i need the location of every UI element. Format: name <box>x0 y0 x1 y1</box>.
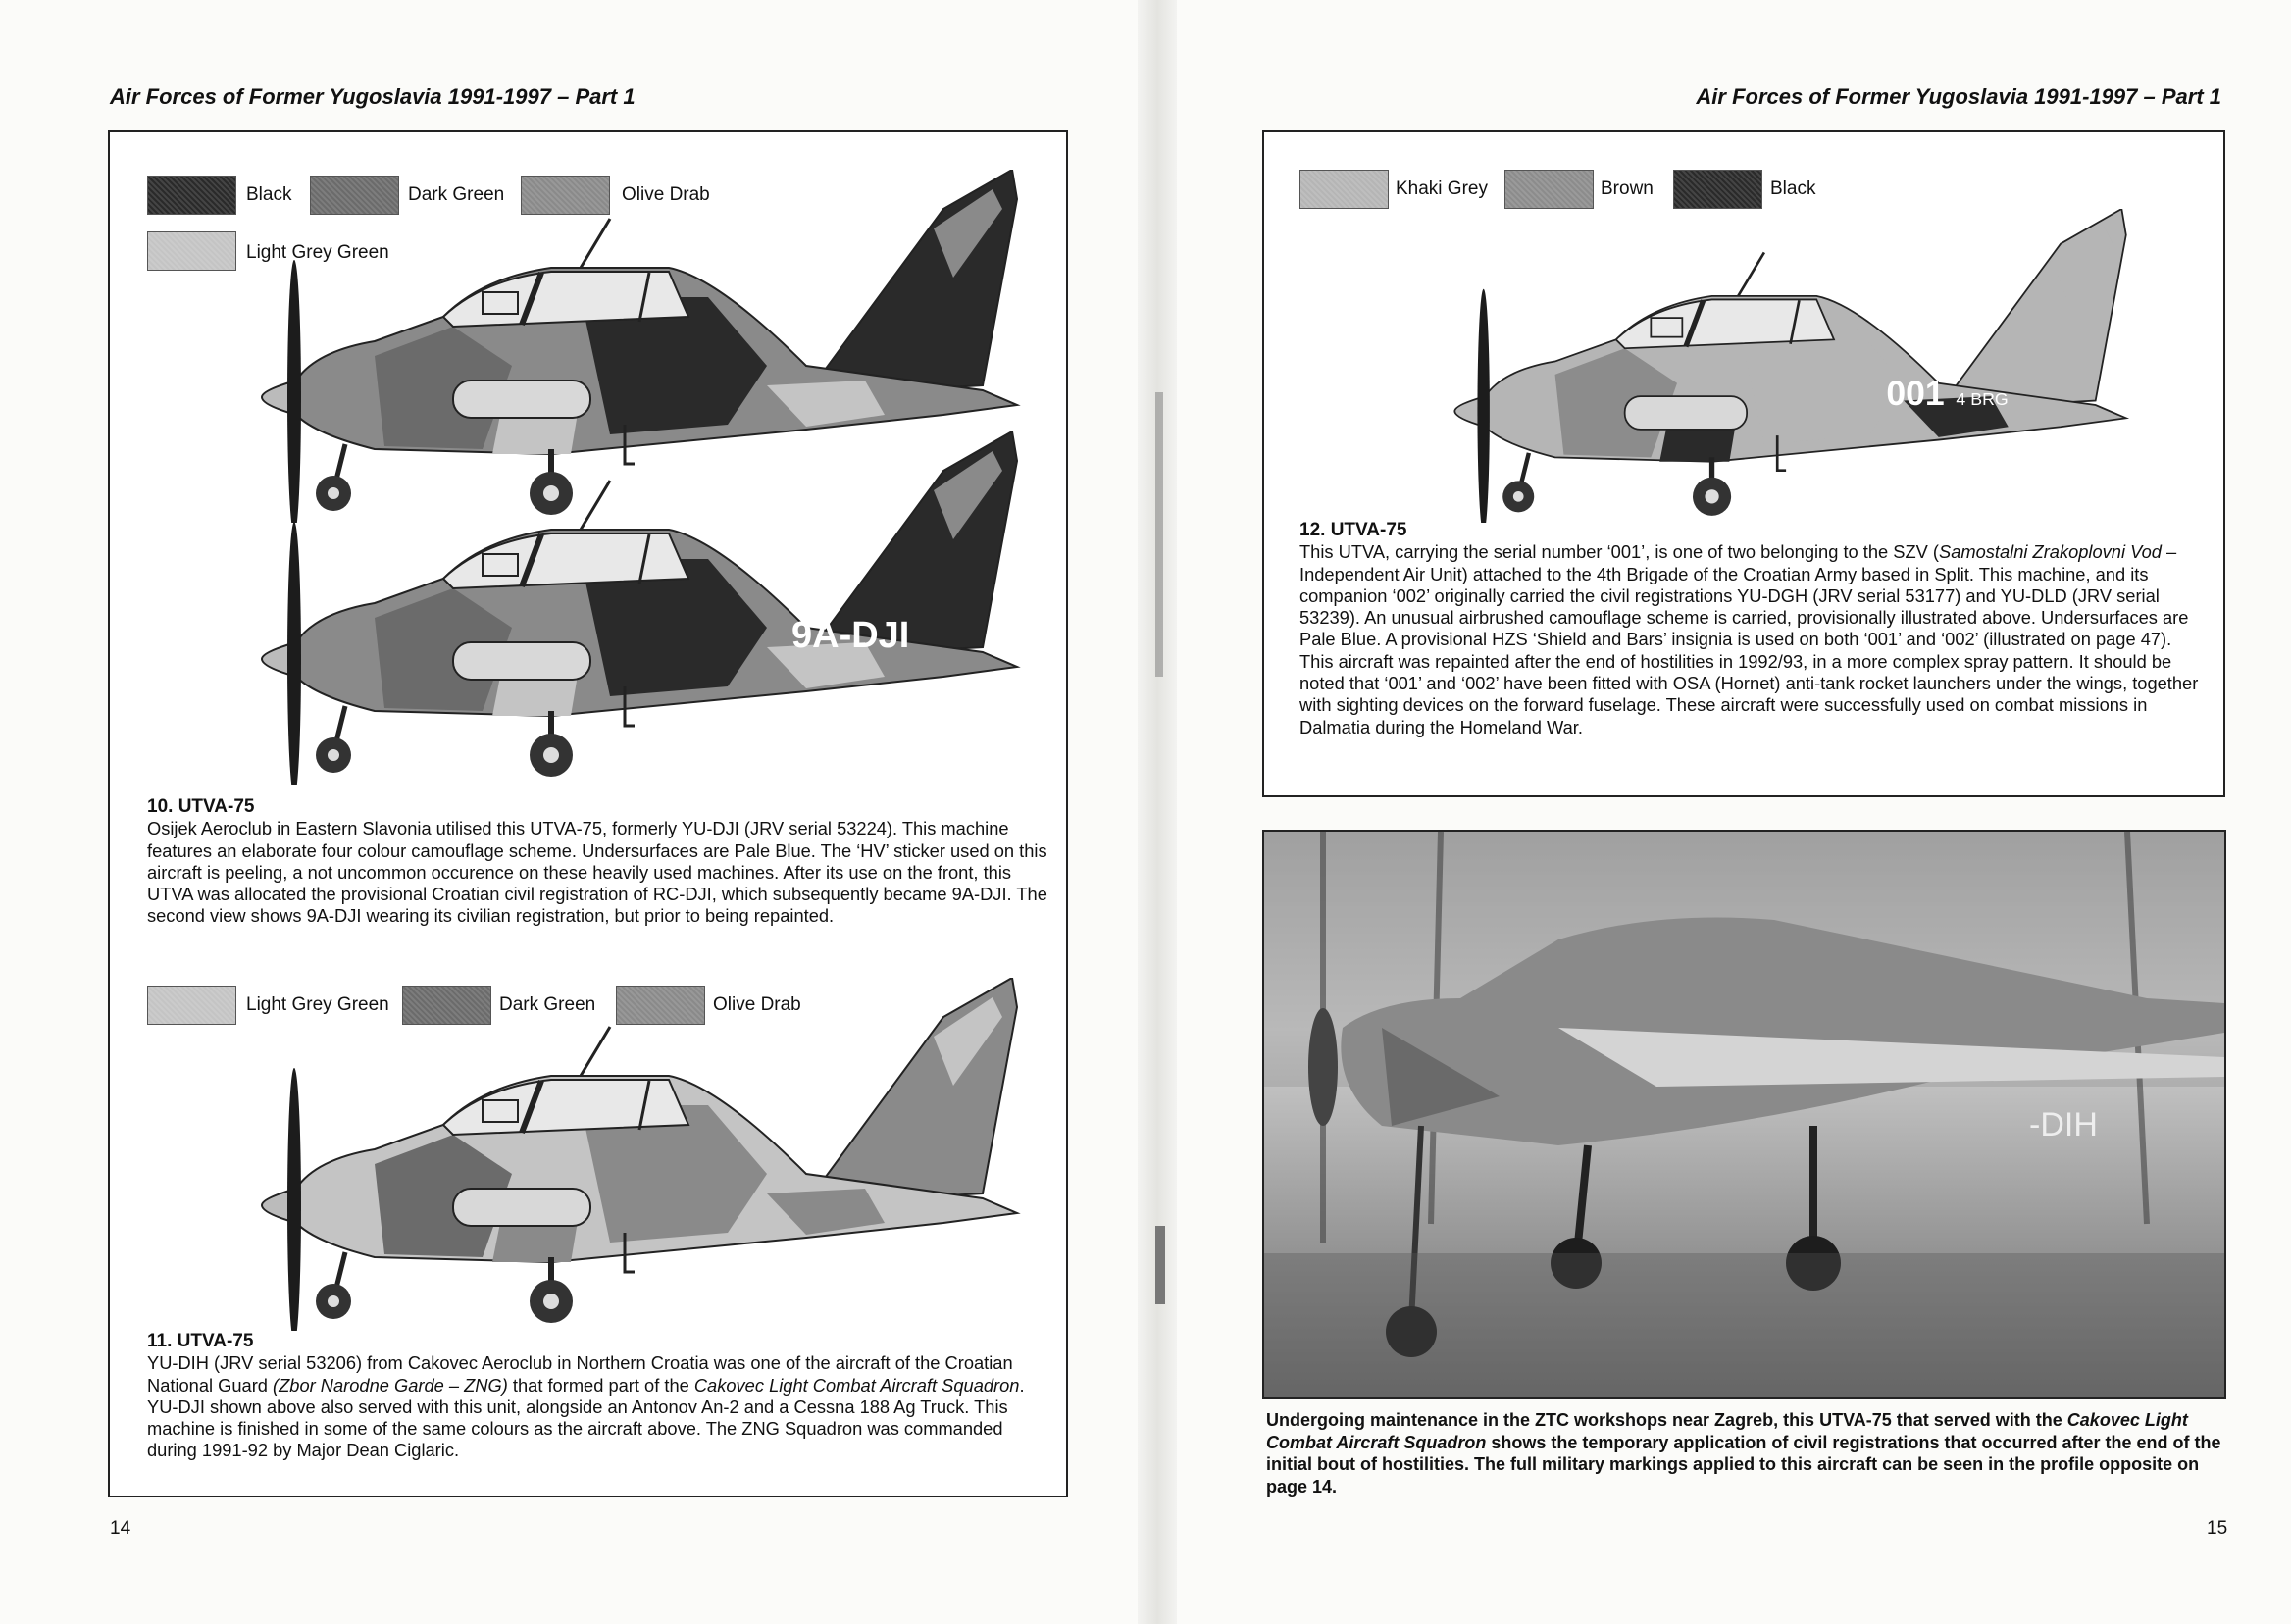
swatch-black <box>1673 170 1762 209</box>
profile-panel-right <box>1262 130 2225 797</box>
hangar-photo <box>1262 830 2226 1399</box>
caption-title: 10. UTVA-75 <box>147 796 255 817</box>
caption-11 <box>147 1330 1049 1462</box>
caption-10 <box>147 795 1049 928</box>
legend-label: Light Grey Green <box>246 242 389 263</box>
caption-text: Undergoing maintenance in the ZTC workshops near Zagreb, this UTVA-75 that served with the <box>1266 1410 2067 1430</box>
swatch-black <box>147 176 236 215</box>
aircraft-serial: 001 <box>1886 374 1945 413</box>
legend-label: Olive Drab <box>713 994 801 1015</box>
gutter <box>1138 0 1177 1624</box>
caption-italic: Cakovec Light Combat Aircraft Squadron <box>693 1374 1020 1396</box>
legend-label: Dark Green <box>408 184 505 205</box>
caption-text: This UTVA, carrying the serial number ‘001’, is one of two belonging to the SZV ( <box>1299 541 1940 563</box>
page-number-left: 14 <box>110 1518 131 1539</box>
aircraft-registration: 9A-DJI <box>791 615 910 656</box>
legend-label: Khaki Grey <box>1396 178 1488 199</box>
photo-registration: -DIH <box>2029 1106 2098 1143</box>
scan-mark <box>1155 392 1163 677</box>
running-header-right: Air Forces of Former Yugoslavia 1991-1997 – Part 1 <box>1696 84 2221 109</box>
swatch-brown <box>1504 170 1594 209</box>
running-header-left: Air Forces of Former Yugoslavia 1991-1997 – Part 1 <box>110 84 636 109</box>
caption-text: – Independent Air Unit) attached to the 4th Brigade of the Croatian Army based in Split. This machine, and its companion ‘002’ originally carried the civil registrations YU-DGH (JRV serial 53177) and YU-DLD (JRV serial 53239). An unusual airbrushed camouflage scheme is carried, provisionally illustrated above. Undersurfaces are Pale Blue. A provisional HZS ‘Shield and Bars’ insignia is used on both ‘001’ and ‘002’ (illustrated on page 47). This aircraft was repainted after the end of hostilities in 1992/93, in a more complex spray pattern. It should be noted that ‘001’ and ‘002’ have been fitted with OSA (Hornet) anti-tank rocket launchers under the wings, together with sighting devices on the forward fuselage. These aircraft were successfully used on combat missions in Dalmatia during the Homeland War. <box>1299 541 2199 737</box>
legend-label: Light Grey Green <box>246 994 389 1015</box>
legend-label: Black <box>246 184 292 205</box>
aircraft-profile-10b <box>257 431 1032 785</box>
profiles-panel-left <box>108 130 1068 1497</box>
page-number-right: 15 <box>2207 1518 2228 1539</box>
legend-label: Brown <box>1601 178 1654 199</box>
caption-text: shows the temporary application of civil registrations that occurred after the end of the initial bout of hostilities. The full military markings applied to this aircraft can be seen in the profile opposite on page 14. <box>1266 1432 2221 1497</box>
caption-italic: (Zbor Narodne Garde – ZNG) <box>273 1374 508 1396</box>
legend-label: Dark Green <box>499 994 596 1015</box>
swatch-light-grey-green <box>147 231 236 271</box>
photo-scene <box>1264 832 2224 1397</box>
scan-mark <box>1155 1226 1165 1304</box>
caption-title: 11. UTVA-75 <box>147 1331 254 1351</box>
caption-italic: Cakovec Light Combat Aircraft Squadron <box>1266 1410 2188 1452</box>
swatch-light-grey-green <box>147 986 236 1025</box>
swatch-khaki-grey <box>1299 170 1389 209</box>
legend-label: Olive Drab <box>622 184 710 205</box>
caption-text: . YU-DJI shown above also served with this unit, alongside an Antonov An-2 and a Cessna 188 Ag Truck. This machine is finished in some of the same colours as the aircraft above. The ZNG Squadron was commanded during 1991-92 by Major Dean Ciglaric. <box>147 1374 1025 1461</box>
aircraft-profile-12 <box>1411 209 2178 523</box>
caption-12 <box>1299 519 2202 738</box>
caption-text: that formed part of the <box>507 1374 694 1396</box>
aircraft-unit-marking: 4 BRG <box>1956 389 2009 409</box>
legend-label: Black <box>1770 178 1816 199</box>
caption-text: Osijek Aeroclub in Eastern Slavonia utilised this UTVA-75, formerly YU-DJI (JRV serial 53224). This machine features an elaborate four colour camouflage scheme. Undersurfaces are Pale Blue. The ‘HV’ sticker used on this aircraft is peeling, a not uncommon occurence on these heavily used machines. After its use on the front, this UTVA was allocated the provisional Croatian civil registration of RC-DJI, which subsequently became 9A-DJI. The second view shows 9A-DJI wearing its civilian registration, but prior to being repainted. <box>147 818 1047 927</box>
photo-caption <box>1266 1409 2222 1497</box>
caption-text: YU-DIH (JRV serial 53206) from Cakovec Aeroclub in Northern Croatia was one of the aircraft of the Croatian National Guard <box>147 1352 1013 1396</box>
caption-italic: Samostalni Zrakoplovni Vod <box>1939 541 2162 563</box>
aircraft-profile-11 <box>257 978 1032 1331</box>
caption-title: 12. UTVA-75 <box>1299 520 1407 540</box>
